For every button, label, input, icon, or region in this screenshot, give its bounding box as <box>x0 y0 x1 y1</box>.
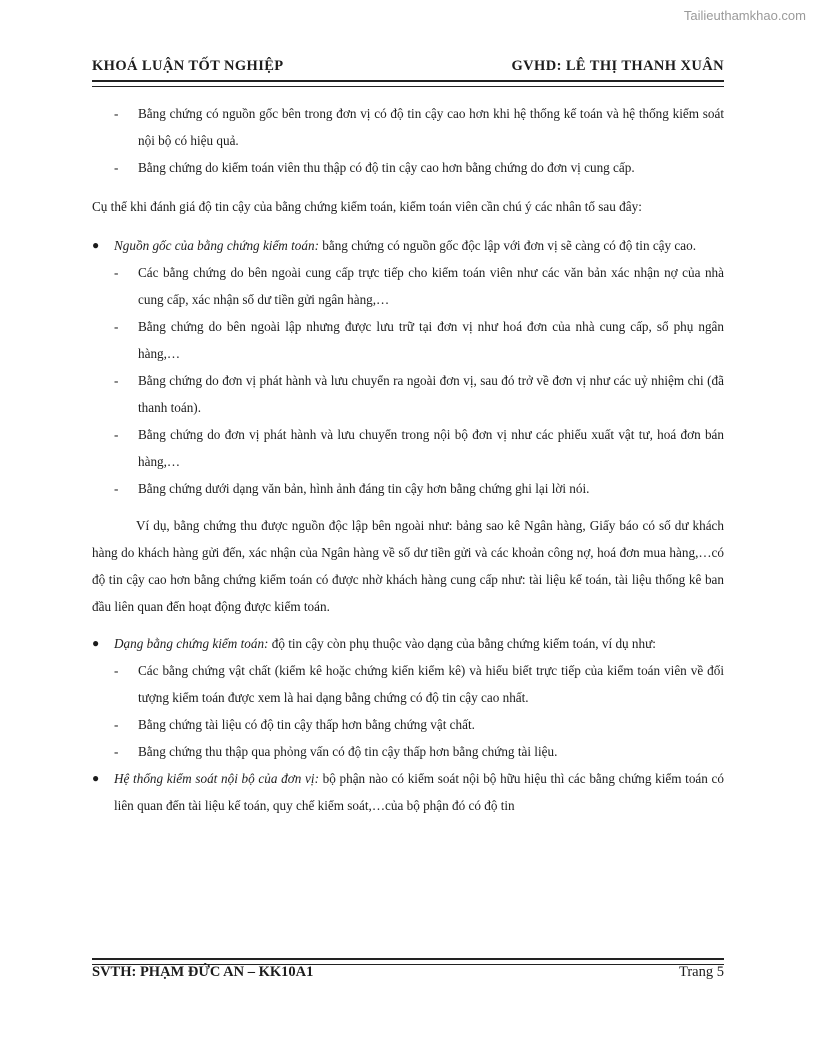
page-number: Trang 5 <box>679 964 724 980</box>
item-text: Bằng chứng dưới dạng văn bản, hình ảnh đáng tin cậy hơn bằng chứng ghi lại lời nói. <box>138 481 590 496</box>
list-item: - Bằng chứng do đơn vị phát hành và lưu chuyển trong nội bộ đơn vị như các phiếu xuất vật tư, hoá đơn bán hàng,… <box>114 427 724 469</box>
list-item: - Bằng chứng tài liệu có độ tin cậy thấp hơn bằng chứng vật chất. <box>114 717 475 732</box>
bullet-title: Hệ thống kiểm soát nội bộ của đơn vị: <box>114 771 319 786</box>
item-text: Bằng chứng do đơn vị phát hành và lưu chuyển ra ngoài đơn vị, sau đó trở về đơn vị như các uỷ nhiệm chi (đã thanh toán). <box>138 373 724 415</box>
list-item: - Các bằng chứng do bên ngoài cung cấp trực tiếp cho kiểm toán viên như các văn bản xác nhận nợ của nhà cung cấp, xác nhận số dư tiền gửi ngân hàng,… <box>114 265 724 307</box>
bullet-title: Dạng bằng chứng kiểm toán: <box>114 636 269 651</box>
bullet-title: Nguồn gốc của bằng chứng kiểm toán: <box>114 238 319 253</box>
footer-student: SVTH: PHẠM ĐỨC AN – KK10A1 <box>92 964 314 980</box>
item-text: Bằng chứng do kiểm toán viên thu thập có độ tin cậy cao hơn bằng chứng do đơn vị cung cấp. <box>138 160 635 175</box>
page-header <box>92 58 724 80</box>
bullet-form: ● Dạng bằng chứng kiểm toán: độ tin cậy còn phụ thuộc vào dạng của bằng chứng kiểm toán, ví dụ như: <box>92 636 656 651</box>
item-text: Các bằng chứng vật chất (kiểm kê hoặc chứng kiến kiểm kê) và hiểu biết trực tiếp của kiểm toán viên về đối tượng kiểm toán được xem là hai dạng bằng chứng có độ tin cậy cao nhất. <box>138 663 724 705</box>
item-text: Bằng chứng có nguồn gốc bên trong đơn vị có độ tin cậy cao hơn khi hệ thống kế toán và hệ thống kiểm soát nội bộ có hiệu quả. <box>138 106 724 148</box>
bullet-internal-control: ● Hệ thống kiểm soát nội bộ của đơn vị: bộ phận nào có kiểm soát nội bộ hữu hiệu thì các bằng chứng kiểm toán có liên quan đến tài liệu kế toán, quy chế kiểm soát,…của bộ phận đó có độ tin <box>92 771 724 813</box>
header-supervisor: GVHD: LÊ THỊ THANH XUÂN <box>511 58 724 74</box>
bullet-text: bộ phận nào có kiểm soát nội bộ hữu hiệu thì các bằng chứng kiểm toán có liên quan đến tài liệu kế toán, quy chế kiểm soát,…của bộ phận đó có độ tin <box>114 771 724 813</box>
list-item: - Bằng chứng thu thập qua phỏng vấn có độ tin cậy thấp hơn bằng chứng tài liệu. <box>114 744 558 759</box>
list-item: - Các bằng chứng vật chất (kiểm kê hoặc chứng kiến kiểm kê) và hiểu biết trực tiếp của kiểm toán viên về đối tượng kiểm toán được xem là hai dạng bằng chứng có độ tin cậy cao nhất. <box>114 663 724 705</box>
item-text: Bằng chứng do bên ngoài lập nhưng được lưu trữ tại đơn vị như hoá đơn của nhà cung cấp, sổ phụ ngân hàng,… <box>138 319 724 361</box>
item-text: Bằng chứng do đơn vị phát hành và lưu chuyển trong nội bộ đơn vị như các phiếu xuất vật tư, hoá đơn bán hàng,… <box>138 427 724 469</box>
list-item: - Bằng chứng do bên ngoài lập nhưng được lưu trữ tại đơn vị như hoá đơn của nhà cung cấp, sổ phụ ngân hàng,… <box>114 319 724 361</box>
watermark: Tailieuthamkhao.com <box>683 8 806 23</box>
page-body <box>92 100 724 819</box>
item-text: Bằng chứng tài liệu có độ tin cậy thấp hơn bằng chứng vật chất. <box>138 717 475 732</box>
intro-paragraph: Cụ thể khi đánh giá độ tin cậy của bằng chứng kiểm toán, kiểm toán viên cần chú ý các nhân tố sau đây: <box>92 199 642 214</box>
header-rule <box>92 80 724 87</box>
bullet-text: bằng chứng có nguồn gốc độc lập với đơn vị sẽ càng có độ tin cậy cao. <box>318 238 697 253</box>
list-item: - Bằng chứng dưới dạng văn bản, hình ảnh đáng tin cậy hơn bằng chứng ghi lại lời nói. <box>114 481 590 496</box>
example-paragraph: Ví dụ, bằng chứng thu được nguồn độc lập bên ngoài như: bảng sao kê Ngân hàng, Giấy báo có số dư khách hàng do khách hàng gửi đến, xác nhận của Ngân hàng về số dư tiền gửi và các khoản công nợ, hoá đơn mua hàng,…có độ tin cậy cao hơn bằng chứng kiểm toán có được nhờ khách hàng cung cấp như: tài liệu kế toán, tài liệu thống kê ban đầu liên quan đến hoạt động được kiểm toán. <box>92 518 724 614</box>
item-text: Các bằng chứng do bên ngoài cung cấp trực tiếp cho kiểm toán viên như các văn bản xác nhận nợ của nhà cung cấp, xác nhận số dư tiền gửi ngân hàng,… <box>138 265 724 307</box>
list-item: - Bằng chứng do đơn vị phát hành và lưu chuyển ra ngoài đơn vị, sau đó trở về đơn vị như các uỷ nhiệm chi (đã thanh toán). <box>114 373 724 415</box>
header-thesis-title: KHOÁ LUẬN TỐT NGHIỆP <box>92 58 284 74</box>
item-text: Bằng chứng thu thập qua phỏng vấn có độ tin cậy thấp hơn bằng chứng tài liệu. <box>138 744 558 759</box>
bullet-text: độ tin cậy còn phụ thuộc vào dạng của bằng chứng kiểm toán, ví dụ như: <box>268 636 656 651</box>
list-item: - Bằng chứng có nguồn gốc bên trong đơn vị có độ tin cậy cao hơn khi hệ thống kế toán và hệ thống kiểm soát nội bộ có hiệu quả. <box>114 106 724 148</box>
bullet-source: ● Nguồn gốc của bằng chứng kiểm toán: bằng chứng có nguồn gốc độc lập với đơn vị sẽ càng có độ tin cậy cao. <box>92 238 697 253</box>
list-item: - Bằng chứng do kiểm toán viên thu thập có độ tin cậy cao hơn bằng chứng do đơn vị cung cấp. <box>114 160 635 175</box>
